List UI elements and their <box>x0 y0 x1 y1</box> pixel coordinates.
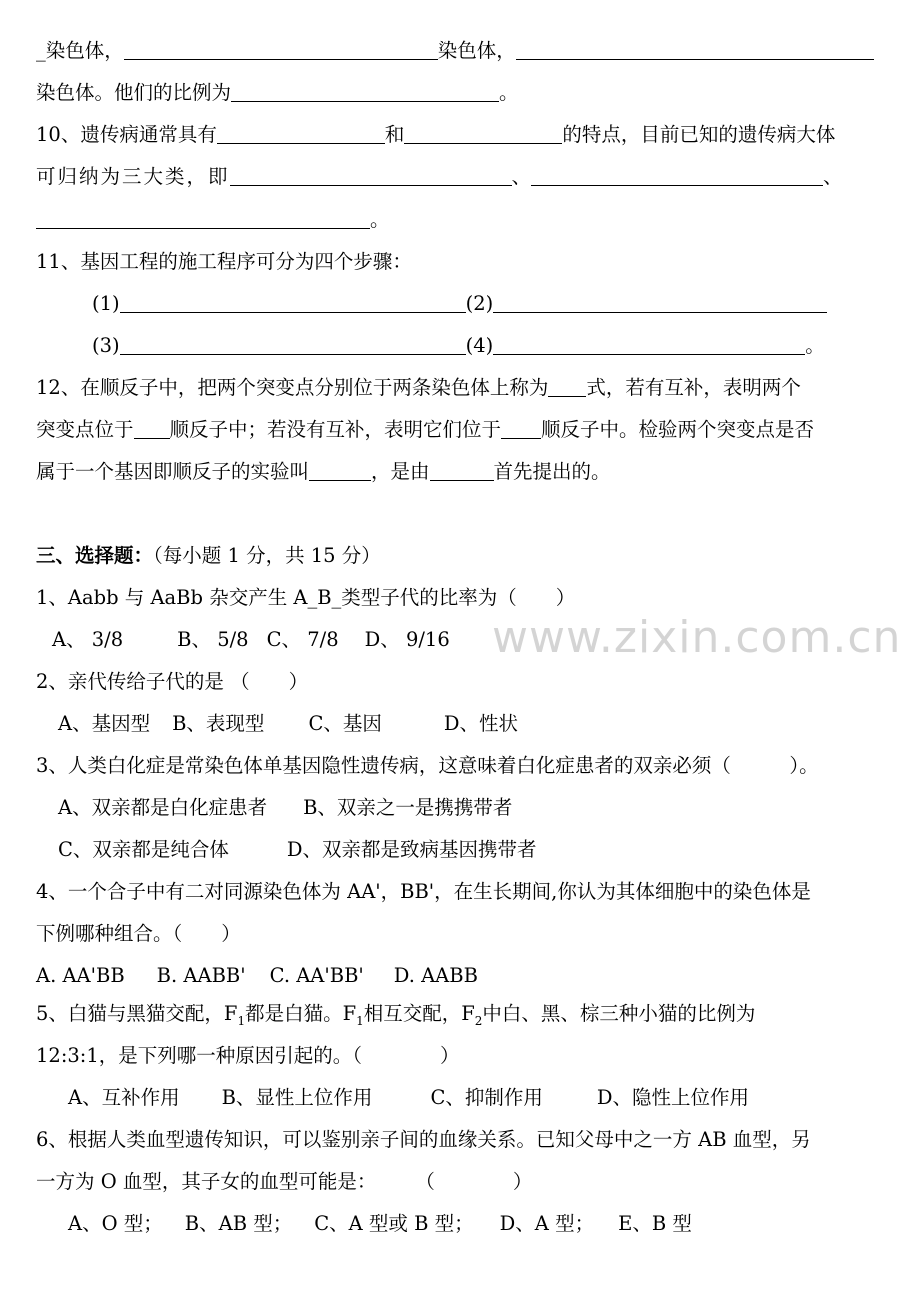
option-b[interactable]: B、显性上位作用 <box>221 1086 373 1109</box>
answer-blank[interactable] <box>134 418 170 439</box>
option-c[interactable]: C、抑制作用 <box>430 1086 543 1109</box>
choice-q3-options-row1 <box>58 794 918 822</box>
answer-blank[interactable] <box>493 334 805 355</box>
q12-line-2: 突变点位于 顺反子中；若没有互补，表明它们位于 顺反子中。检验两个突变点是否 <box>36 418 815 441</box>
watermark: www.zixin.com.cn <box>492 612 902 663</box>
q12-line-3: 属于一个基因即顺反子的实验叫 ，是由 首先提出的。 <box>36 460 611 483</box>
option-b[interactable]: B、AB 型； <box>184 1212 293 1235</box>
option-b[interactable]: B、表现型 <box>172 712 265 735</box>
option-a[interactable]: A、 3/8 <box>52 628 124 651</box>
section-note: （每小题 1 分，共 15 分） <box>153 544 381 567</box>
choice-q5-options <box>68 1084 920 1112</box>
q12-line-1: 12、在顺反子中，把两个突变点分别位于两条染色体上称为 式，若有互补，表明两个 <box>36 376 801 399</box>
q11-steps-3-4: (3) (4) 。 <box>92 334 825 357</box>
choice-q3-options-row2 <box>58 836 918 864</box>
q11-title: 11、基因工程的施工程序可分为四个步骤： <box>36 250 412 273</box>
choice-q6-line-2: 一方为 O 血型，其子女的血型可能是： （ ） <box>36 1170 533 1193</box>
section-3-heading <box>36 542 896 570</box>
choice-q1: 1、Aabb 与 AaBb 杂交产生 A_B_类型子代的比率为（ ） <box>36 586 576 609</box>
answer-blank[interactable] <box>493 292 827 313</box>
option-d[interactable]: D、A 型； <box>499 1212 595 1235</box>
answer-blank[interactable] <box>231 81 499 102</box>
answer-blank[interactable] <box>230 165 512 186</box>
answer-blank[interactable] <box>124 39 438 60</box>
answer-blank[interactable] <box>120 292 466 313</box>
option-b[interactable]: B、双亲之一是携携带者 <box>303 796 513 819</box>
option-d[interactable]: D、隐性上位作用 <box>596 1086 749 1109</box>
option-d[interactable]: D、双亲都是致病基因携带者 <box>286 838 537 861</box>
option-b[interactable]: B、 5/8 <box>177 628 249 651</box>
option-c[interactable]: C、A 型或 B 型； <box>314 1212 474 1235</box>
choice-q4-options <box>36 962 896 990</box>
option-e[interactable]: E、B 型 <box>618 1212 692 1235</box>
option-c[interactable]: C、 7/8 <box>266 628 339 651</box>
choice-q4-line-2: 下例哪种组合。（ ） <box>36 922 241 945</box>
answer-blank[interactable] <box>516 39 874 60</box>
answer-blank[interactable] <box>531 165 823 186</box>
option-a[interactable]: A、双亲都是白化症患者 <box>58 796 268 819</box>
choice-q2-options <box>58 710 918 738</box>
option-d[interactable]: D、 9/16 <box>364 628 450 651</box>
choice-q3: 3、人类白化症是常染色体单基因隐性遗传病，这意味着白化症患者的双亲必须（ ）。 <box>36 754 819 777</box>
answer-blank[interactable] <box>120 334 466 355</box>
choice-q6-options <box>68 1210 920 1238</box>
option-a[interactable]: A、O 型； <box>68 1212 163 1235</box>
q10-line-2: 可归纳为三大类，即 、 、 <box>36 165 843 188</box>
q10-line-3: 。 <box>36 206 896 234</box>
option-c[interactable]: C、基因 <box>308 712 382 735</box>
option-a[interactable]: A. AA'BB <box>36 964 125 987</box>
choice-q5-line-1: 5、白猫与黑猫交配，$F_1$都是白猫。$F_1$相互交配，$F_2$中白、黑、棕三种小猫的比例为 <box>36 1002 756 1028</box>
q10-line-1: 10、遗传病通常具有 和 的特点，目前已知的遗传病大体 <box>36 123 836 146</box>
answer-blank[interactable] <box>430 460 494 481</box>
option-b[interactable]: B. AABB' <box>156 964 246 987</box>
option-a[interactable]: A、互补作用 <box>68 1086 180 1109</box>
answer-blank[interactable] <box>548 376 586 397</box>
q11-steps-1-2: (1) (2) <box>92 290 892 318</box>
choice-q5-line-2: 12:3:1，是下列哪一种原因引起的。（ ） <box>36 1044 460 1067</box>
choice-q4-line-1: 4、一个合子中有二对同源染色体为 AA'，BB'，在生长期间,你认为其体细胞中的染色体是 <box>36 880 811 903</box>
option-d[interactable]: D. AABB <box>393 964 478 987</box>
answer-blank[interactable] <box>309 460 371 481</box>
choice-q6-line-1: 6、根据人类血型遗传知识，可以鉴别亲子间的血缘关系。已知父母中之一方 AB 血型，另 <box>36 1128 811 1151</box>
answer-blank[interactable] <box>404 123 562 144</box>
answer-blank[interactable] <box>501 418 541 439</box>
option-c[interactable]: C. AA'BB' <box>269 964 364 987</box>
option-c[interactable]: C、双亲都是纯合体 <box>58 838 229 861</box>
q9-line-2: 染色体。他们的比例为 。 <box>36 81 519 104</box>
q9-line-1: _染色体， 染色体， <box>36 37 896 65</box>
answer-blank[interactable] <box>36 208 370 229</box>
option-d[interactable]: D、性状 <box>443 712 518 735</box>
answer-blank[interactable] <box>217 123 385 144</box>
option-a[interactable]: A、基因型 <box>58 712 151 735</box>
choice-q2: 2、亲代传给子代的是 （ ） <box>36 670 309 693</box>
section-title: 三、选择题： <box>36 544 154 567</box>
